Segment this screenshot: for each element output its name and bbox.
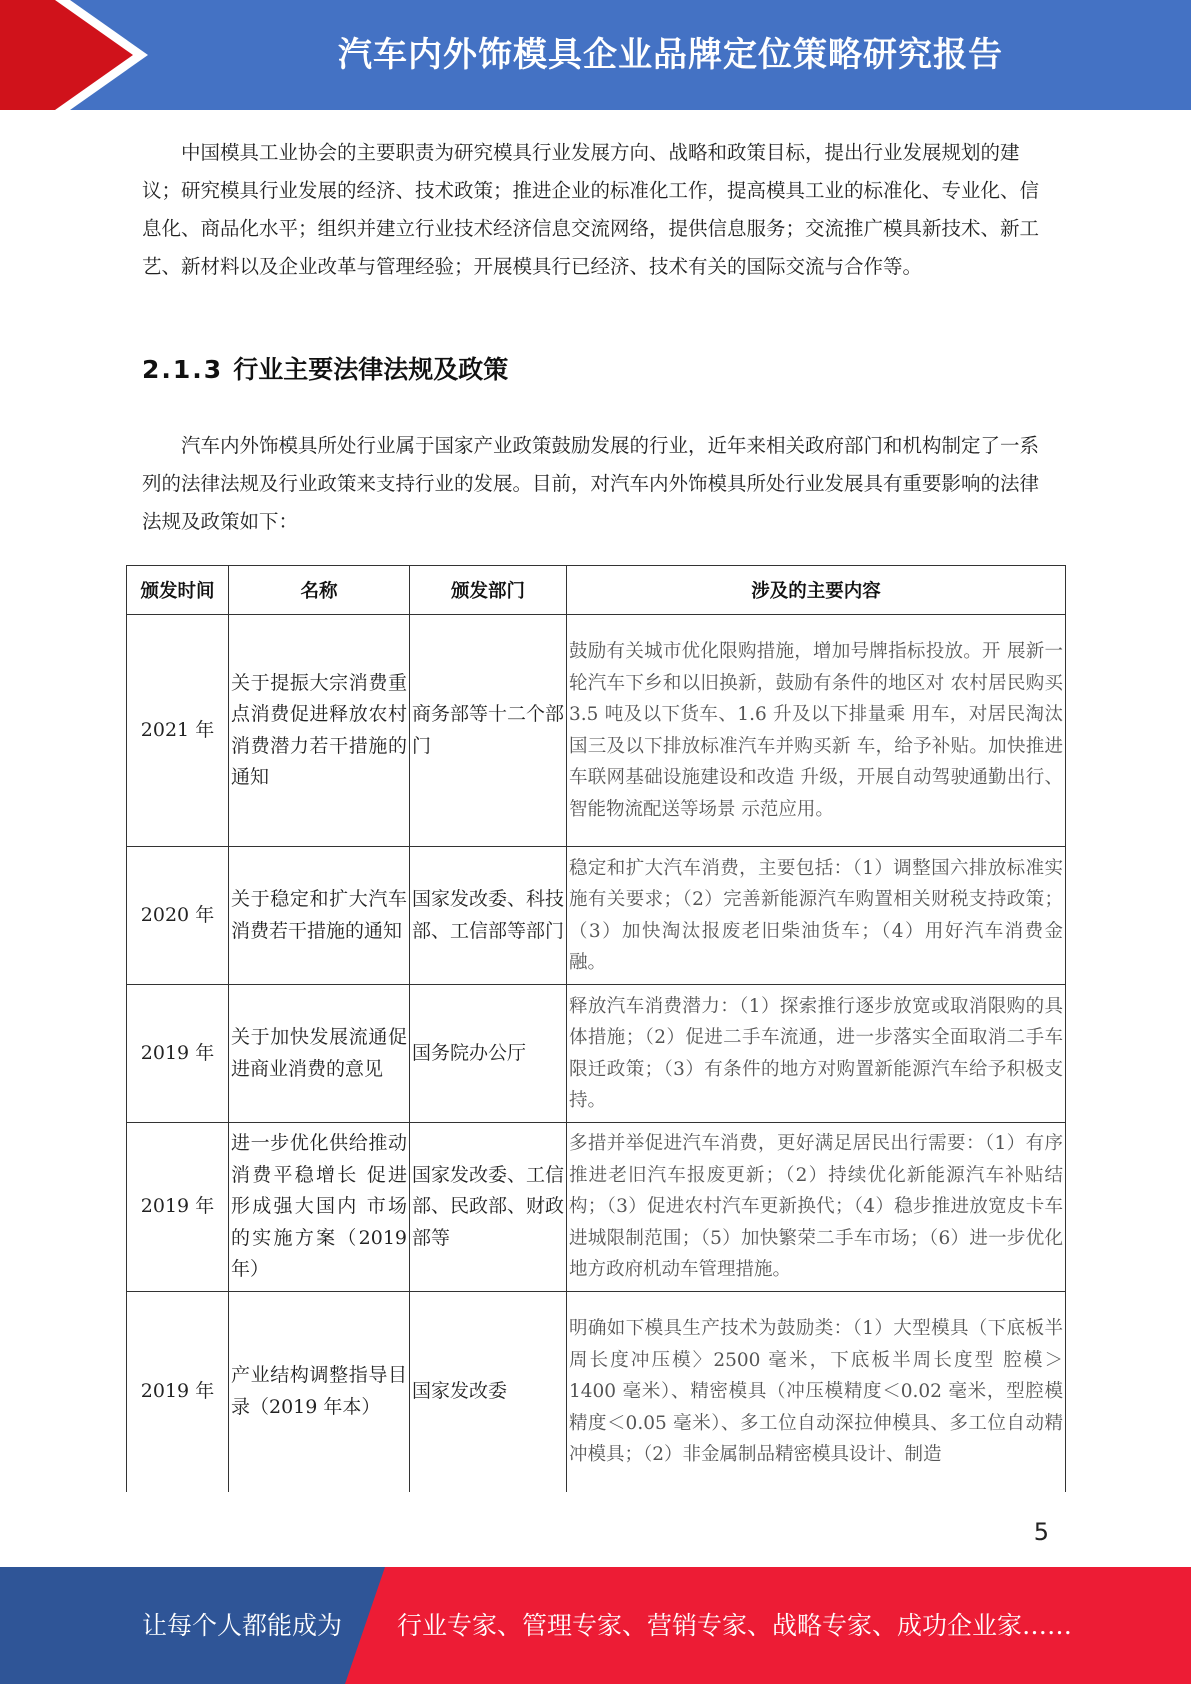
cell-name: 关于加快发展流通促进商业消费的意见 — [229, 985, 410, 1123]
cell-year: 2019 年 — [127, 1123, 229, 1292]
page-number: 5 — [1033, 1518, 1049, 1546]
footer-slogan-left: 让每个人都能成为 — [142, 1611, 343, 1640]
section-title-text: 行业主要法律法规及政策 — [233, 355, 509, 384]
footer-banner — [0, 1567, 1191, 1684]
cell-name: 进一步优化供给推动消费平稳增长 促进形成强大国内 市场的实施方案（2019 年） — [229, 1123, 410, 1292]
cell-name: 关于稳定和扩大汽车消费若干措施的通知 — [229, 847, 410, 985]
cell-year: 2021 年 — [127, 615, 229, 847]
column-header-dept: 颁发部门 — [410, 566, 567, 615]
cell-dept: 国家发改委、科技部、工信部等部门 — [410, 847, 567, 985]
table-row — [127, 1123, 1066, 1292]
table-row — [127, 615, 1066, 847]
header-arrow-decoration — [0, 0, 150, 110]
table-header-row — [127, 566, 1066, 615]
column-header-name: 名称 — [229, 566, 410, 615]
cell-dept: 国家发改委、工信部、民政部、财政部等 — [410, 1123, 567, 1292]
cell-dept: 国务院办公厅 — [410, 985, 567, 1123]
policy-table — [126, 565, 1066, 1492]
cell-dept: 商务部等十二个部门 — [410, 615, 567, 847]
cell-year: 2019 年 — [127, 985, 229, 1123]
policy-intro-paragraph: 汽车内外饰模具所处行业属于国家产业政策鼓励发展的行业，近年来相关政府部门和机构制定了一系列的法律法规及行业政策来支持行业的发展。目前，对汽车内外饰模具所处行业发展具有重要影响的法律法规及政策如下： — [142, 434, 1040, 533]
header-banner — [0, 0, 1191, 110]
footer-slogan-right: 行业专家、管理专家、营销专家、战略专家、成功企业家…… — [397, 1611, 1073, 1640]
column-header-content: 涉及的主要内容 — [567, 566, 1066, 615]
cell-content: 明确如下模具生产技术为鼓励类：（1）大型模具（下底板半周长度冲压模〉2500 毫米，下底板半周长度型 腔模＞1400 毫米）、精密模具（冲压模精度＜0.02 毫米，型腔模精度＜0.05 毫米）、多工位自动深拉伸模具、多工位自动精冲模具；（2）非金属制品精密模具设计、制造 — [567, 1292, 1066, 1492]
cell-dept: 国家发改委 — [410, 1292, 567, 1492]
column-header-year: 颁发时间 — [127, 566, 229, 615]
cell-year: 2019 年 — [127, 1292, 229, 1492]
table-row — [127, 1292, 1066, 1492]
cell-content: 多措并举促进汽车消费，更好满足居民出行需要：（1）有序推进老旧汽车报废更新；（2）持续优化新能源汽车补贴结构；（3）促进农村汽车更新换代；（4）稳步推进放宽皮卡车进城限制范围；（5）加快繁荣二手车市场；（6）进一步优化地方政府机动车管理措施。 — [567, 1123, 1066, 1292]
table-row — [127, 985, 1066, 1123]
cell-name: 关于提振大宗消费重点消费促进释放农村消费潜力若干措施的通知 — [229, 615, 410, 847]
cell-name: 产业结构调整指导目录（2019 年本） — [229, 1292, 410, 1492]
document-title: 汽车内外饰模具企业品牌定位策略研究报告 — [338, 35, 1003, 75]
cell-content: 鼓励有关城市优化限购措施，增加号牌指标投放。开 展新一轮汽车下乡和以旧换新，鼓励有条件的地区对 农村居民购买 3.5 吨及以下货车、1.6 升及以下排量乘 用车，对居民淘汰国三及以下排放标准汽车并购买新 车，给予补贴。加快推进车联网基础设施建设和改造 升级，开展自动驾驶通勤出行、智能物流配送等场景 示范应用。 — [567, 615, 1066, 847]
section-heading — [142, 350, 508, 386]
cell-year: 2020 年 — [127, 847, 229, 985]
section-number: 2.1.3 — [142, 355, 224, 384]
cell-content: 释放汽车消费潜力：（1）探索推行逐步放宽或取消限购的具体措施；（2）促进二手车流通，进一步落实全面取消二手车限迁政策；（3）有条件的地方对购置新能源汽车给予积极支持。 — [567, 985, 1066, 1123]
intro-paragraph: 中国模具工业协会的主要职责为研究模具行业发展方向、战略和政策目标，提出行业发展规划的建议；研究模具行业发展的经济、技术政策；推进企业的标准化工作，提高模具工业的标准化、专业化、信息化、商品化水平；组织并建立行业技术经济信息交流网络，提供信息服务；交流推广模具新技术、新工艺、新材料以及企业改革与管理经验；开展模具行已经济、技术有关的国际交流与合作等。 — [142, 141, 1040, 278]
cell-content: 稳定和扩大汽车消费，主要包括：（1）调整国六排放标准实施有关要求；（2）完善新能源汽车购置相关财税支持政策；（3）加快淘汰报废老旧柴油货车；（4）用好汽车消费金融。 — [567, 847, 1066, 985]
table-row — [127, 847, 1066, 985]
